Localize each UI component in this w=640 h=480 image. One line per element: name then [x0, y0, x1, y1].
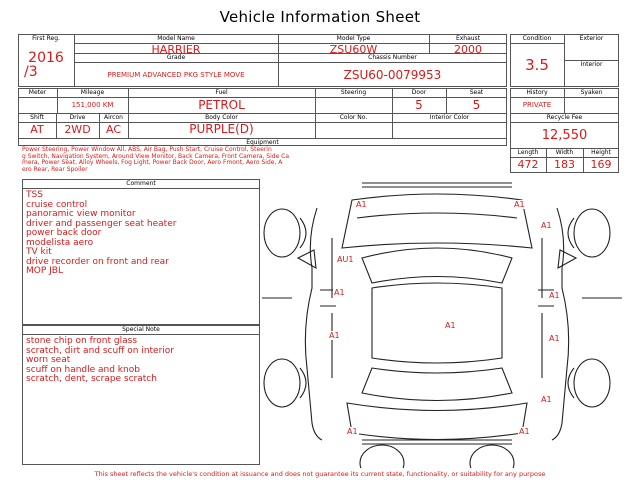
color-no-label: Color No.	[339, 114, 368, 121]
equipment-line: g Switch, Navigation System, Around View Monitor, Back Camera, Front Camera, Side Ca	[22, 152, 290, 160]
model-type-label: Model Type	[336, 35, 371, 42]
comment-item: TSS	[26, 190, 43, 200]
height-label: Height	[591, 149, 611, 156]
width-label: Width	[555, 149, 574, 156]
special-note-item: worn seat	[26, 355, 71, 365]
disclaimer: This sheet reflects the vehicle's condition at issuance and does not guarantee its current state, functionality, or suitability for any purpose	[94, 470, 546, 478]
first-reg-year: 2016	[28, 50, 64, 66]
grade: PREMIUM ADVANCED PKG STYLE MOVE	[107, 71, 245, 79]
special-note-label: Special Note	[122, 326, 160, 333]
equipment-line: ero Rear, Rear Spoiler	[22, 165, 88, 173]
length-label: Length	[517, 149, 539, 156]
mileage: 151,000 KM	[71, 101, 114, 109]
damage-mark-right-front-door: A1	[549, 291, 560, 300]
fuel: PETROL	[198, 98, 245, 112]
comment-item: modelista aero	[26, 237, 94, 248]
damage-mark-rear-right: A1	[519, 427, 530, 436]
comment-item: panoramic view monitor	[26, 209, 136, 219]
shift-label: Shift	[30, 114, 44, 121]
chassis-number-label: Chassis Number	[368, 54, 417, 61]
special-note-item: scuff on handle and knob	[26, 364, 140, 375]
damage-mark-roof: A1	[445, 321, 456, 330]
damage-mark-front-right: A1	[514, 200, 525, 209]
equipment-line: Power Steering, Power Window All, ABS, Air Bag, Push Start, Cruise Control, Steerin	[22, 146, 272, 153]
comment-item: MOP JBL	[26, 266, 63, 276]
damage-mark-rear-fender-right: A1	[541, 395, 552, 404]
comment-label: Comment	[126, 180, 156, 187]
damage-mark-front-left: A1	[356, 200, 367, 209]
exhaust-label: Exhaust	[455, 35, 481, 42]
history: PRIVATE	[522, 101, 552, 109]
first-reg-label: First Reg.	[32, 35, 60, 42]
comment-item: power back door	[26, 228, 102, 238]
comment-item: drive recorder on front and rear	[26, 256, 169, 267]
height: 169	[590, 158, 612, 171]
equipment-label: Equipment	[246, 139, 279, 146]
mileage-label: Mileage	[80, 89, 105, 96]
special-note-list	[26, 337, 258, 385]
recycle-fee-label: Recycle Fee	[546, 114, 583, 121]
grade-label: Grade	[166, 54, 186, 61]
special-note-item: scratch, dent, scrape scratch	[26, 374, 157, 384]
history-label: History	[526, 89, 548, 96]
recycle-fee: 12,550	[541, 128, 588, 143]
comment-item: driver and passenger seat heater	[26, 218, 177, 229]
length: 472	[517, 158, 539, 171]
equipment-text	[22, 147, 508, 173]
damage-mark-left-rear-door: A1	[329, 331, 340, 340]
exhaust: 2000	[454, 43, 482, 56]
steering-label: Steering	[340, 89, 367, 96]
fuel-label: Fuel	[215, 89, 228, 96]
model-type: ZSU60W	[329, 43, 378, 56]
damage-mark-left-front-door: A1	[334, 288, 345, 297]
damage-mark-front-glass: AU1	[337, 255, 354, 264]
first-reg-month: /3	[24, 64, 38, 80]
model-name-label: Model Name	[157, 35, 195, 42]
comment-item: TV kit	[26, 247, 52, 257]
car-damage-diagram	[262, 178, 622, 468]
aircon-label: Aircon	[104, 114, 123, 121]
door: 5	[415, 98, 423, 112]
seat-label: Seat	[469, 89, 484, 96]
chassis-number: ZSU60-0079953	[343, 68, 442, 82]
damage-mark-rear-left: A1	[347, 427, 358, 436]
width: 183	[554, 158, 575, 171]
body-color-label: Body Color	[205, 114, 238, 121]
damage-mark-right-rear-door: A1	[549, 334, 560, 343]
comment-item: cruise control	[26, 199, 88, 210]
exterior-label: Exterior	[579, 35, 604, 42]
equipment-line: mera, Power Seat, Alloy Wheels, Fog Light, Power Back Door, Aero Fmont, Aero Side, A	[22, 159, 283, 166]
model-name: HARRIER	[151, 43, 201, 56]
shift: AT	[30, 123, 44, 136]
meter-label: Meter	[28, 89, 47, 96]
special-note-item: scratch, dirt and scuff on interior	[26, 345, 175, 356]
drive-label: Drive	[69, 114, 86, 121]
syaken-label: Syaken	[580, 89, 603, 96]
drive: 2WD	[64, 123, 91, 136]
condition-label: Condition	[522, 35, 552, 42]
door-label: Door	[411, 89, 427, 96]
seat: 5	[472, 98, 481, 112]
interior-label: Interior	[580, 61, 603, 68]
comment-list	[26, 191, 258, 277]
sheet-title: Vehicle Information Sheet	[219, 8, 421, 26]
body-color: PURPLE(D)	[189, 122, 254, 136]
condition: 3.5	[525, 56, 549, 74]
aircon: AC	[105, 123, 121, 136]
interior-color-label: Interior Color	[429, 114, 470, 121]
special-note-item: stone chip on front glass	[26, 336, 138, 346]
damage-mark-fender-right: A1	[541, 221, 552, 230]
